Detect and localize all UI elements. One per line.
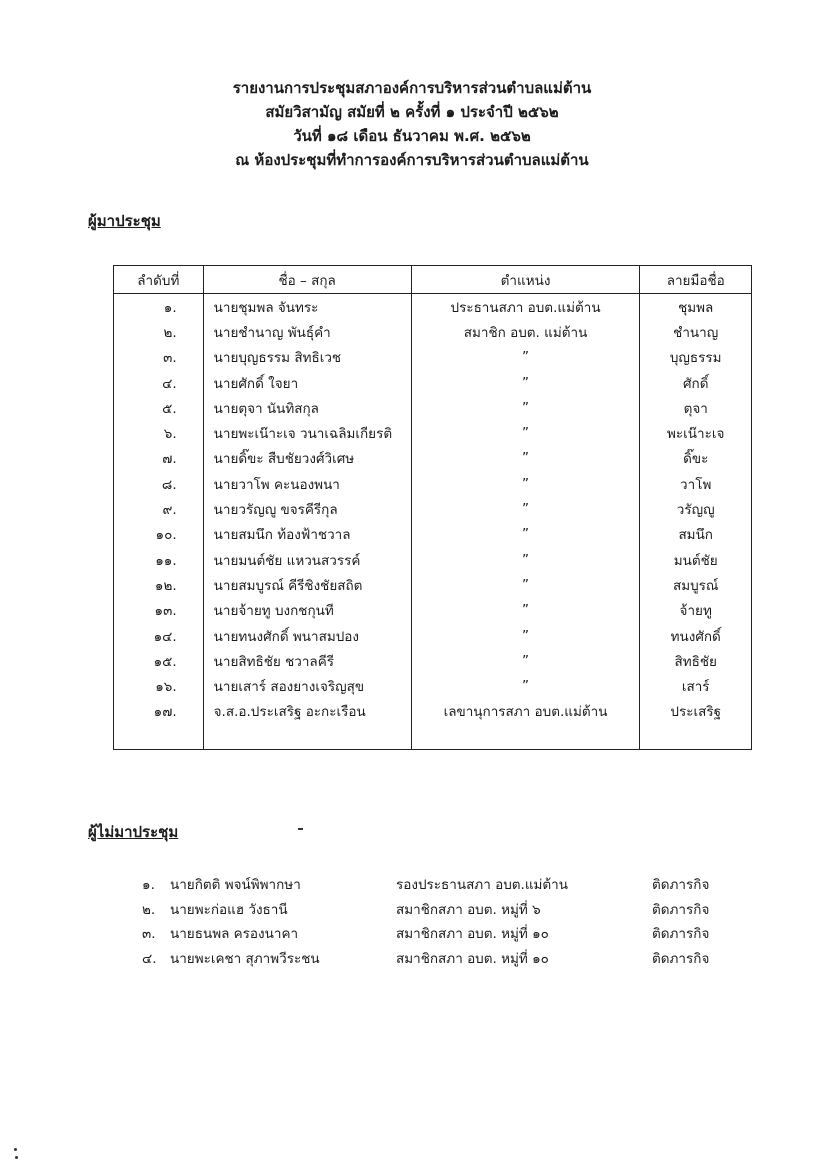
cell-no: ๑๕.	[114, 648, 204, 673]
cell-name: จ.ส.อ.ประเสริฐ อะกะเรือน	[203, 699, 411, 724]
table-row	[114, 370, 752, 395]
cell-position: ”	[411, 623, 640, 648]
table-row	[114, 522, 752, 547]
absentee-note: ติดภารกิจ	[652, 926, 710, 943]
cell-signature: มนต์ชัย	[640, 547, 752, 572]
cell-position: ”	[411, 395, 640, 420]
cell-position: ประธานสภา อบต.แม่ต้าน	[411, 294, 640, 320]
attendees-title: ผู้มาประชุม	[88, 212, 161, 230]
absentee-position: สมาชิกสภา อบต. หมู่ที่ ๖	[396, 901, 541, 918]
absentee-name: นายกิตติ พจน์พิพากษา	[170, 877, 301, 894]
absentee-position: สมาชิกสภา อบต. หมู่ที่ ๑๐	[396, 926, 549, 943]
cell-signature: วาโพ	[640, 471, 752, 496]
cell-name: นายสิทธิชัย ชวาลคีรี	[203, 648, 411, 673]
absentee-no: ๒.	[142, 901, 156, 918]
cell-no	[114, 724, 204, 750]
cell-no: ๑.	[114, 294, 204, 320]
cell-no: ๕.	[114, 395, 204, 420]
header-signature: ลายมือชื่อ	[640, 266, 752, 294]
cell-position: ”	[411, 370, 640, 395]
absentee-name: นายพะเคชา สุภาพวีระชน	[170, 950, 320, 967]
list-item	[142, 872, 742, 897]
cell-signature: จ้ายทู	[640, 598, 752, 623]
absentee-list	[142, 872, 742, 970]
absentee-note: ติดภารกิจ	[652, 950, 710, 967]
cell-position: ”	[411, 471, 640, 496]
cell-signature: ชำนาญ	[640, 319, 752, 344]
cell-no: ๗.	[114, 446, 204, 471]
cell-name: นายตุจา นันทิสกุล	[203, 395, 411, 420]
absentee-no: ๑.	[142, 877, 155, 894]
cell-name: นายจ้ายทู บงกชกุนที	[203, 598, 411, 623]
header-date: วันที่ ๑๘ เดือน ธันวาคม พ.ศ. ๒๕๖๒	[293, 127, 531, 145]
cell-position: สมาชิก อบต. แม่ต้าน	[411, 319, 640, 344]
cell-name: นายชุมพล จันทระ	[203, 294, 411, 320]
cell-position: ”	[411, 598, 640, 623]
cell-name: นายบุญธรรม สิทธิเวช	[203, 345, 411, 370]
cell-position: ”	[411, 345, 640, 370]
cell-name: นายมนต์ชัย แหวนสวรรค์	[203, 547, 411, 572]
table-row	[114, 648, 752, 673]
stray-dash	[298, 828, 303, 830]
cell-signature: ชุมพล	[640, 294, 752, 320]
cell-position: ”	[411, 547, 640, 572]
cell-no: ๑๒.	[114, 572, 204, 597]
cell-position: ”	[411, 420, 640, 445]
report-header	[0, 76, 824, 172]
cell-signature: เสาร์	[640, 673, 752, 698]
cell-signature: ศักดิ์	[640, 370, 752, 395]
cell-no: ๑๔.	[114, 623, 204, 648]
list-item	[142, 946, 742, 971]
cell-no: ๒.	[114, 319, 204, 344]
scan-speck	[14, 1148, 17, 1151]
absentee-note: ติดภารกิจ	[652, 901, 710, 918]
cell-signature: ตุจา	[640, 395, 752, 420]
cell-signature: สิทธิชัย	[640, 648, 752, 673]
cell-name: นายศักดิ์ ใจยา	[203, 370, 411, 395]
table-row	[114, 572, 752, 597]
cell-position: เลขานุการสภา อบต.แม่ต้าน	[411, 699, 640, 724]
header-session: สมัยวิสามัญ สมัยที่ ๒ ครั้งที่ ๑ ประจำปี ๒๕๖๒	[265, 103, 559, 121]
header-no: ลำดับที่	[114, 266, 204, 294]
cell-no: ๖.	[114, 420, 204, 445]
cell-name: นายวาโพ คะนองพนา	[203, 471, 411, 496]
cell-signature: ดิ๊ขะ	[640, 446, 752, 471]
table-row	[114, 547, 752, 572]
cell-no: ๑๓.	[114, 598, 204, 623]
absentee-name: นายธนพล ครองนาคา	[170, 926, 299, 943]
cell-no: ๓.	[114, 345, 204, 370]
cell-position: ”	[411, 673, 640, 698]
cell-signature: วรัญญู	[640, 496, 752, 521]
cell-position: ”	[411, 572, 640, 597]
absentee-note: ติดภารกิจ	[652, 877, 710, 894]
list-item	[142, 921, 742, 946]
table-row	[114, 446, 752, 471]
absentees-title: ผู้ไม่มาประชุม	[88, 823, 179, 841]
scan-speck	[15, 1156, 18, 1159]
cell-no: ๙.	[114, 496, 204, 521]
cell-signature: ประเสริฐ	[640, 699, 752, 724]
cell-signature: บุญธรรม	[640, 345, 752, 370]
table-row	[114, 345, 752, 370]
absentee-name: นายพะก่อแฮ วังธานี	[170, 901, 288, 918]
absentee-no: ๓.	[142, 926, 156, 943]
table-row	[114, 471, 752, 496]
table-row	[114, 395, 752, 420]
cell-signature: ทนงศักดิ์	[640, 623, 752, 648]
cell-name: นายทนงศักดิ์ พนาสมปอง	[203, 623, 411, 648]
table-row	[114, 598, 752, 623]
cell-no: ๑๐.	[114, 522, 204, 547]
absentee-position: รองประธานสภา อบต.แม่ต้าน	[396, 877, 568, 894]
table-header-row	[114, 266, 752, 294]
cell-no: ๘.	[114, 471, 204, 496]
cell-signature: สมบูรณ์	[640, 572, 752, 597]
list-item	[142, 897, 742, 922]
cell-signature	[640, 724, 752, 750]
cell-name: นายสมนึก ท้องฟ้าชวาล	[203, 522, 411, 547]
table-row	[114, 673, 752, 698]
cell-signature: สมนึก	[640, 522, 752, 547]
table-row	[114, 420, 752, 445]
absentee-no: ๔.	[142, 950, 157, 967]
table-row	[114, 496, 752, 521]
header-position: ตำแหน่ง	[411, 266, 640, 294]
table-row	[114, 623, 752, 648]
cell-no: ๑๖.	[114, 673, 204, 698]
cell-name: นายสมบูรณ์ คีรีชิงชัยสถิต	[203, 572, 411, 597]
cell-name: นายพะเน๊าะเจ วนาเฉลิมเกียรติ	[203, 420, 411, 445]
cell-no: ๑๗.	[114, 699, 204, 724]
cell-position: ”	[411, 446, 640, 471]
cell-position	[411, 724, 640, 750]
header-name: ชื่อ – สกุล	[203, 266, 411, 294]
absentee-position: สมาชิกสภา อบต. หมู่ที่ ๑๐	[396, 950, 549, 967]
table-row	[114, 699, 752, 724]
cell-name: นายชำนาญ พันธุ์คำ	[203, 319, 411, 344]
cell-name: นายวรัญญู ขจรคีรีกุล	[203, 496, 411, 521]
attendance-table	[113, 265, 752, 750]
header-location: ณ ห้องประชุมที่ทำการองค์การบริหารส่วนตำบลแม่ต้าน	[235, 151, 589, 169]
table-row	[114, 319, 752, 344]
cell-name: นายดิ๊ขะ สืบชัยวงศ์วิเศษ	[203, 446, 411, 471]
cell-position: ”	[411, 496, 640, 521]
cell-name: นายเสาร์ สองยางเจริญสุข	[203, 673, 411, 698]
cell-position: ”	[411, 648, 640, 673]
header-title: รายงานการประชุมสภาองค์การบริหารส่วนตำบลแม่ต้าน	[232, 79, 592, 97]
cell-position: ”	[411, 522, 640, 547]
cell-no: ๑๑.	[114, 547, 204, 572]
cell-name	[203, 724, 411, 750]
cell-signature: พะเน๊าะเจ	[640, 420, 752, 445]
table-row	[114, 724, 752, 750]
cell-no: ๔.	[114, 370, 204, 395]
table-row	[114, 294, 752, 320]
